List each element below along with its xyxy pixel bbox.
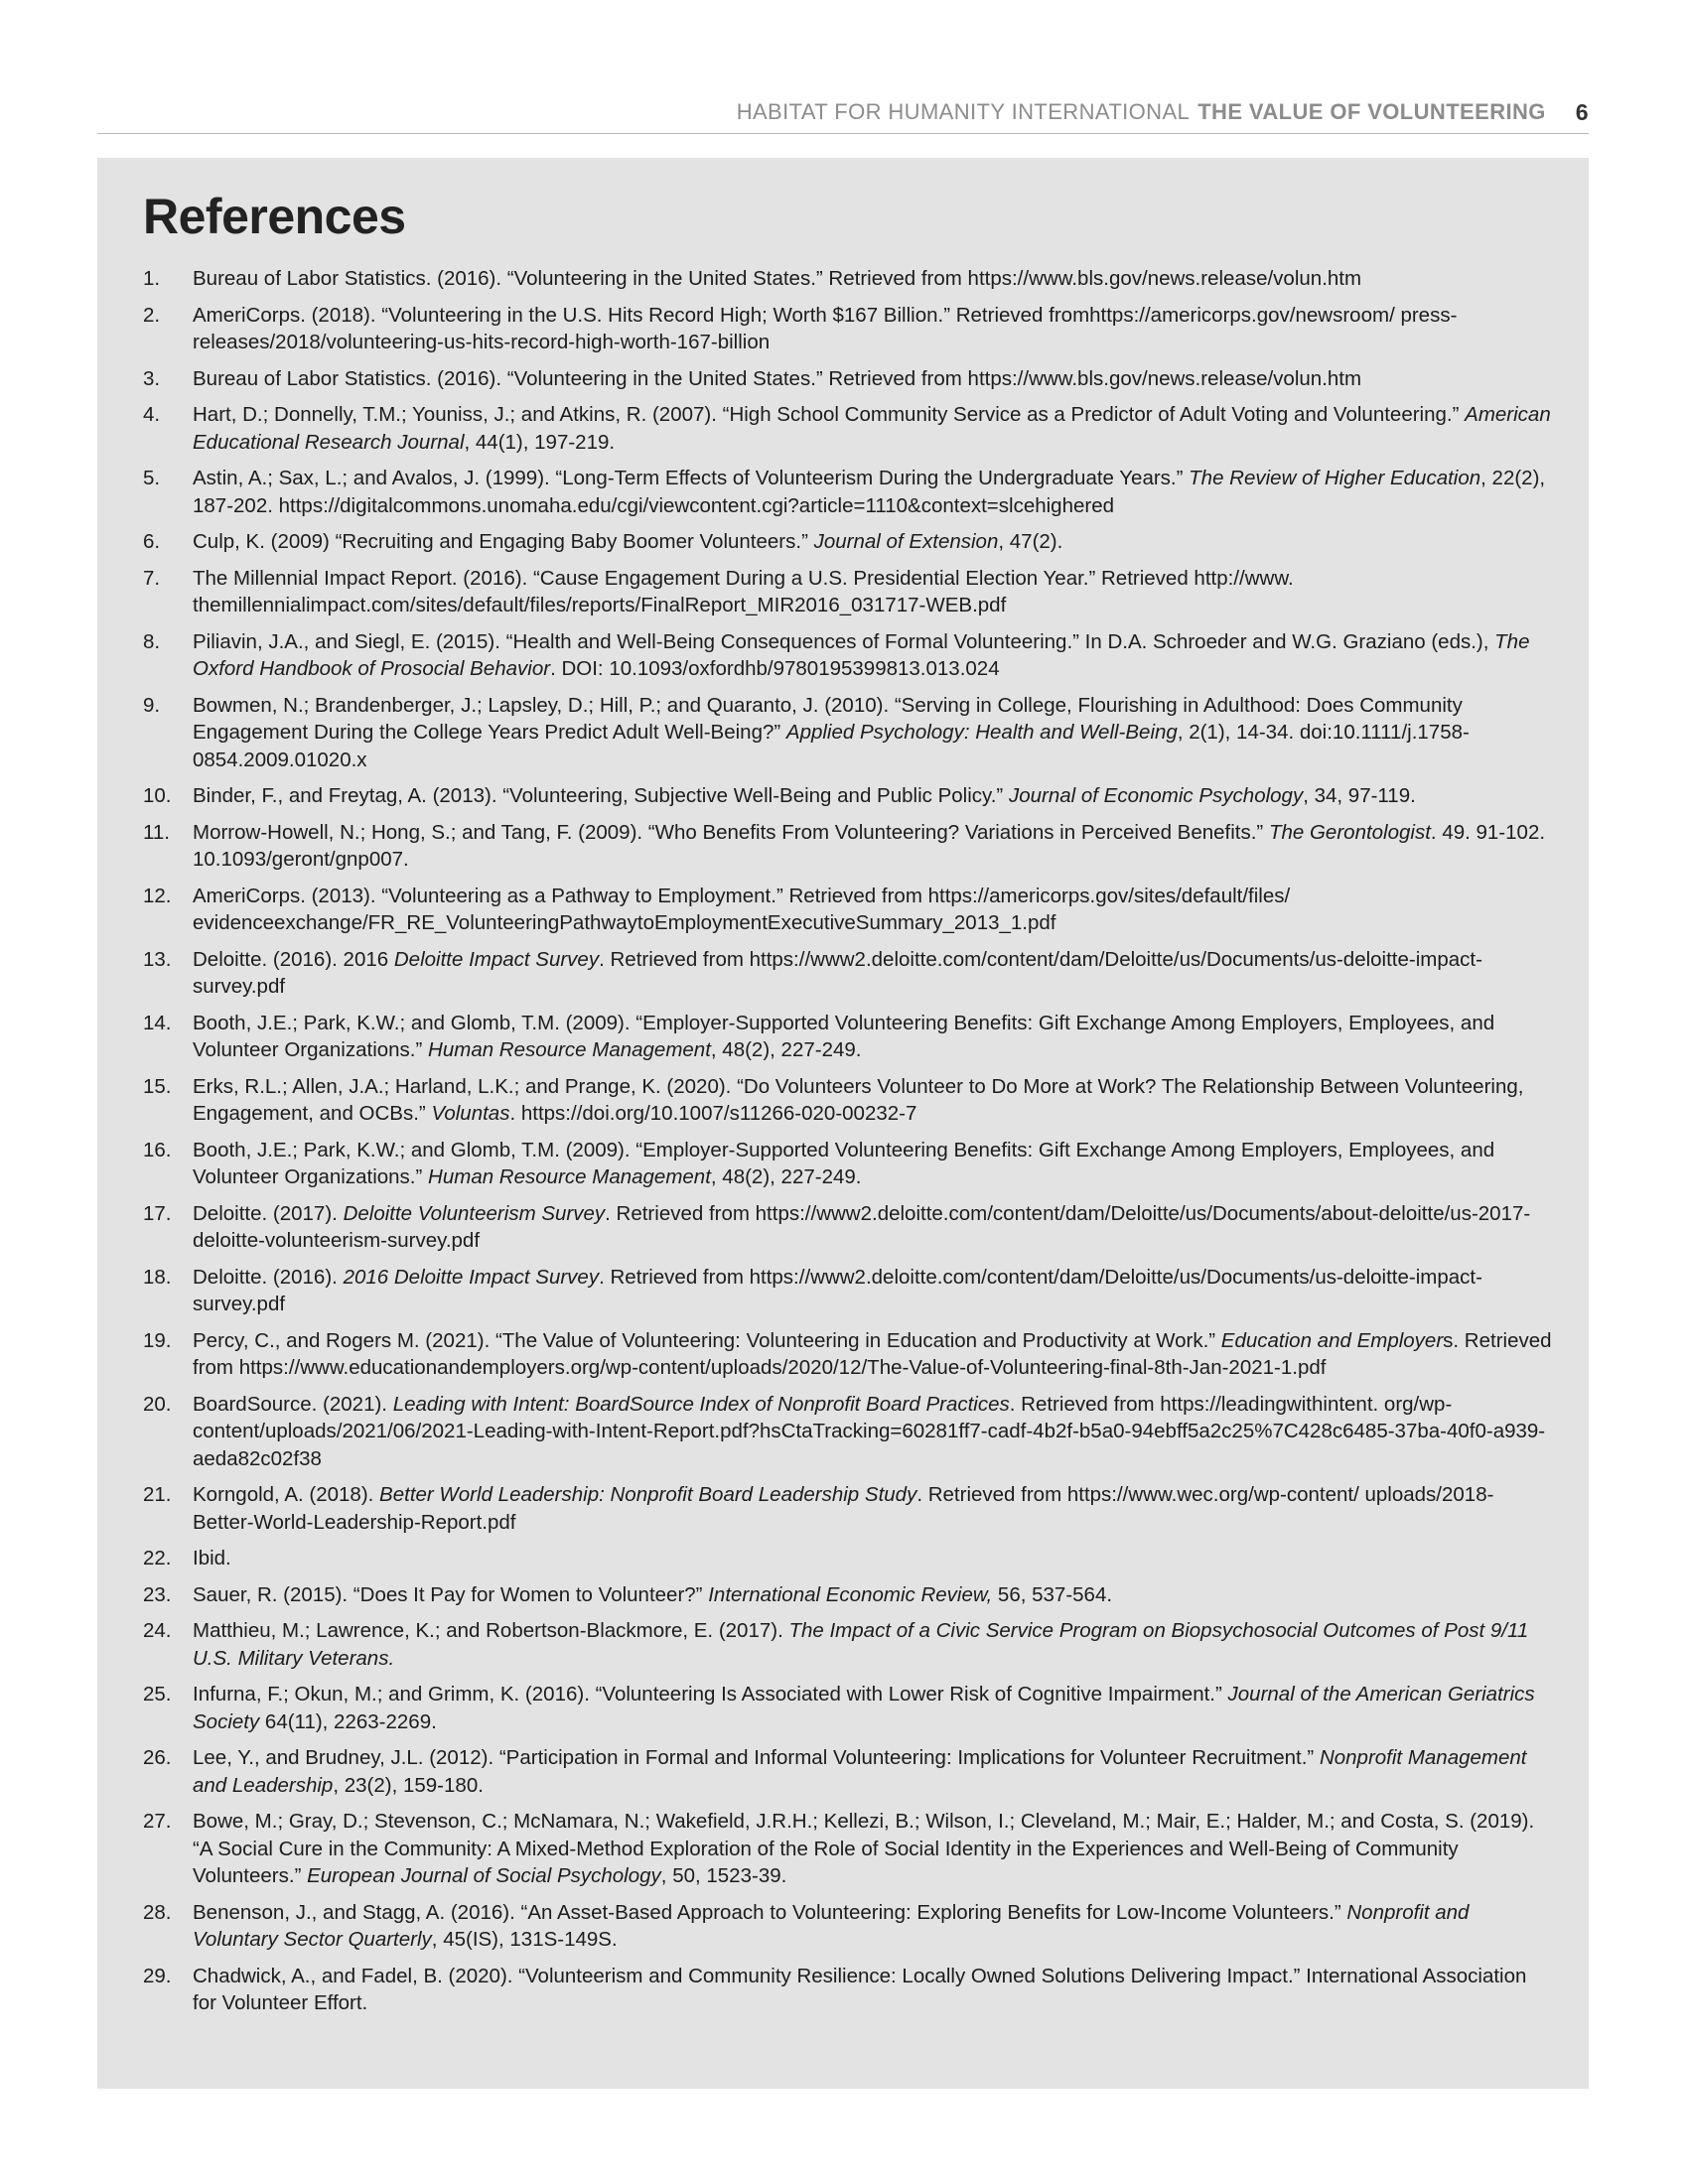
reference-text [193,1327,1553,1382]
reference-source-title: The Review of Higher Education [1189,467,1481,489]
reference-text-segment: . DOI: 10.1093/oxfordhb/9780195399813.013.024 [550,657,1000,680]
reference-item [143,1481,1553,1536]
reference-text [193,1545,1553,1572]
reference-text [193,883,1553,937]
reference-text-segment: Bureau of Labor Statistics. (2016). “Volunteering in the United States.” Retrieved from https://www.bls.gov/news.release/volun.htm [193,366,1362,390]
reference-item [143,692,1553,774]
reference-item [143,1391,1553,1473]
reference-item [143,1963,1553,2017]
reference-text [193,1391,1553,1473]
reference-text [193,1481,1553,1536]
reference-item [143,628,1553,683]
reference-number: 1. [143,267,161,290]
reference-number: 19. [143,1328,172,1352]
reference-text-segment: Benenson, J., and Stagg, A. (2016). “An Asset-Based Approach to Volunteering: Exploring Benefits for Low-Income Volunteers.” [193,1900,1347,1924]
reference-number: 24. [143,1619,172,1642]
reference-source-title: European Journal of Social Psychology [307,1864,661,1887]
reference-text-segment: Deloitte. (2016). [193,1265,344,1289]
reference-text-segment: , 45(IS), 131S-149S. [431,1928,618,1951]
reference-source-title: Nonprofit Management and Leadership [193,1746,1527,1797]
reference-text [193,528,1553,556]
header-document-title: THE VALUE OF VOLUNTEERING [1197,99,1546,124]
reference-item [143,401,1553,456]
reference-source-title: Deloitte Impact Survey [393,947,600,971]
reference-source-title: Education and Employer [1220,1328,1444,1352]
reference-number: 2. [143,303,161,327]
reference-item [143,1581,1553,1609]
reference-text [193,465,1553,519]
reference-item [143,1681,1553,1735]
reference-number: 22. [143,1547,172,1570]
reference-number: 3. [143,366,161,390]
page-number: 6 [1575,98,1589,125]
reference-source-title: The Oxford Handbook of Prosocial Behavior [193,629,1530,680]
reference-text-segment: , 44(1), 197-219. [464,430,616,454]
reference-item [143,365,1553,393]
reference-number: 25. [143,1683,172,1706]
reference-source-title: Nonprofit and Voluntary Sector Quarterly [193,1900,1470,1951]
reference-text-segment: . 49. 91-102. 10.1093/geront/gnp007. [193,820,1546,871]
reference-source-title: Journal of the American Geriatrics Society [193,1683,1535,1733]
reference-text-segment: . Retrieved from https://www2.deloitte.com/content/dam/Deloitte/us/Documents/us-deloitte-impact-survey.pdf [193,947,1482,998]
reference-text-segment: , 23(2), 159-180. [333,1773,484,1797]
reference-text-segment: Erks, R.L.; Allen, J.A.; Harland, L.K.; and Prange, K. (2020). “Do Volunteers Volunteer to Do More at Work? The Relationship Between Volunteering, Engagement, and OCBs.” [193,1074,1524,1125]
reference-item [143,1010,1553,1064]
reference-item [143,1808,1553,1890]
reference-text [193,1744,1553,1799]
reference-number: 12. [143,884,172,907]
references-heading: References [143,189,406,244]
reference-text-segment: . https://doi.org/10.1007/s11266-020-00232-7 [509,1102,917,1125]
reference-text-segment: 56, 537-564. [992,1582,1113,1606]
reference-text-segment: Sauer, R. (2015). “Does It Pay for Women to Volunteer?” [193,1582,709,1606]
reference-text [193,365,1553,393]
reference-text-segment: Astin, A.; Sax, L.; and Avalos, J. (1999). “Long-Term Effects of Volunteerism During the Undergraduate Years.” [193,467,1190,489]
reference-text-segment: , 22(2), 187-202. https://digitalcommons.unomaha.edu/cgi/viewcontent.cgi?article=1110&context=slcehighered [193,467,1546,517]
reference-source-title: Journal of Economic Psychology [1008,784,1304,807]
reference-text-segment: . Retrieved from https://www2.deloitte.com/content/dam/Deloitte/us/Documents/us-deloitte-impact-survey.pdf [193,1265,1482,1315]
reference-text-segment: Piliavin, J.A., and Siegl, E. (2015). “Health and Well-Being Consequences of Formal Volunteering.” In D.A. Schroeder and W.G. Graziano (eds.), [193,629,1495,653]
reference-number: 9. [143,693,161,717]
reference-text [193,1010,1553,1064]
reference-number: 23. [143,1582,172,1606]
reference-item [143,528,1553,556]
reference-text-segment: Bowmen, N.; Brandenberger, J.; Lapsley, D.; Hill, P.; and Quaranto, J. (2010). “Serving in College, Flourishing in Adulthood: Does Community Engagement During the College Years Predict Adult Well-Being?” [193,693,1463,744]
reference-source-title: The Impact of a Civic Service Program on Biopsychosocial Outcomes of Post 9/11 U.S. Military Veterans. [193,1619,1529,1670]
reference-text-segment: Deloitte. (2017). [193,1201,344,1225]
reference-text-segment: Ibid. [193,1547,231,1570]
reference-text-segment: . Retrieved from https://leadingwithintent. org/wp-content/uploads/2021/06/2021-Leading-with-Intent-Report.pdf?hsCtaTracking=60281ff7-cadf-4b2f-b5a0-94ebff5a2c25%7C428c6485-37ba-40f0-a939-aeda82c02f38 [193,1392,1546,1470]
reference-number: 17. [143,1201,172,1225]
reference-number: 8. [143,629,161,653]
reference-text [193,401,1553,456]
reference-text [193,628,1553,683]
reference-text-segment: AmeriCorps. (2018). “Volunteering in the U.S. Hits Record High; Worth $167 Billion.” Retrieved fromhttps://americorps.gov/newsroom/ press-releases/2018/volunteering-us-hits-record-high-worth-167-billion [193,303,1458,353]
reference-text-segment: Percy, C., and Rogers M. (2021). “The Value of Volunteering: Volunteering in Education and Productivity at Work.” [193,1328,1221,1352]
reference-number: 18. [143,1265,172,1289]
reference-source-title: Human Resource Management [428,1038,711,1061]
reference-text [193,302,1553,356]
reference-source-title: Applied Psychology: Health and Well-Being [785,721,1178,744]
reference-text-segment: Morrow-Howell, N.; Hong, S.; and Tang, F. (2009). “Who Benefits From Volunteering? Variations in Perceived Benefits.” [193,820,1269,844]
reference-item [143,883,1553,937]
reference-text-segment: Culp, K. (2009) “Recruiting and Engaging Baby Boomer Volunteers.” [193,530,814,553]
reference-text [193,782,1553,810]
reference-text [193,265,1553,293]
reference-item [143,1327,1553,1382]
reference-text-segment: , 48(2), 227-249. [710,1038,862,1061]
reference-text-segment: . Retrieved from https://www.wec.org/wp-content/ uploads/2018-Better-World-Leadership-Report.pdf [193,1483,1494,1534]
reference-number: 10. [143,784,172,807]
reference-source-title: Voluntas [431,1102,510,1125]
reference-text-segment: 64(11), 2263-2269. [259,1709,437,1733]
reference-text-segment: Booth, J.E.; Park, K.W.; and Glomb, T.M. (2009). “Employer-Supported Volunteering Benefits: Gift Exchange Among Employers, Employees, and Volunteer Organizations.” [193,1011,1495,1061]
reference-text-segment: s. Retrieved from https://www.educationandemployers.org/wp-content/uploads/2020/12/The-Value-of-Volunteering-final-8th-Jan-2021-1.pdf [193,1328,1552,1379]
reference-item [143,1264,1553,1318]
reference-number: 15. [143,1074,172,1098]
reference-text [193,1899,1553,1954]
reference-text [193,1808,1553,1890]
reference-source-title: Journal of Extension [813,530,999,553]
reference-text-segment: Binder, F., and Freytag, A. (2013). “Volunteering, Subjective Well-Being and Public Policy.” [193,784,1009,807]
reference-text-segment: The Millennial Impact Report. (2016). “Cause Engagement During a U.S. Presidential Election Year.” Retrieved http://www. themillennialimpact.com/sites/default/files/reports/FinalReport_MIR2016_031717-WEB.pdf [193,566,1294,616]
reference-text-segment: . Retrieved from https://www2.deloitte.com/content/dam/Deloitte/us/Documents/about-deloitte/us-2017-deloitte-volunteerism-survey.pdf [193,1201,1531,1252]
reference-text [193,1073,1553,1128]
reference-text [193,1264,1553,1318]
reference-item [143,819,1553,874]
reference-source-title: American Educational Research Journal [193,403,1551,454]
reference-item [143,1545,1553,1572]
reference-number: 7. [143,566,161,590]
reference-text [193,1581,1553,1609]
reference-item [143,1744,1553,1799]
reference-text-segment: Hart, D.; Donnelly, T.M.; Youniss, J.; and Atkins, R. (2007). “High School Community Service as a Predictor of Adult Voting and Volunteering.” [193,403,1466,426]
reference-source-title: The Gerontologist [1268,820,1431,844]
reference-text-segment: Chadwick, A., and Fadel, B. (2020). “Volunteerism and Community Resilience: Locally Owned Solutions Delivering Impact.” International Association for Volunteer Effort. [193,1964,1527,2014]
reference-item [143,1200,1553,1255]
reference-text [193,1681,1553,1735]
reference-text-segment: Booth, J.E.; Park, K.W.; and Glomb, T.M. (2009). “Employer-Supported Volunteering Benefits: Gift Exchange Among Employers, Employees, and Volunteer Organizations.” [193,1138,1495,1188]
reference-text-segment: , 2(1), 14-34. doi:10.1111/j.1758-0854.2009.01020.x [193,721,1470,771]
reference-text [193,565,1553,619]
reference-text-segment: Korngold, A. (2018). [193,1483,380,1506]
reference-number: 21. [143,1483,172,1506]
reference-source-title: Better World Leadership: Nonprofit Board Leadership Study [379,1483,917,1506]
reference-text-segment: Lee, Y., and Brudney, J.L. (2012). “Participation in Formal and Informal Volunteering: Implications for Volunteer Recruitment.” [193,1746,1320,1769]
reference-text-segment: BoardSource. (2021). [193,1392,393,1416]
references-panel [97,158,1589,2089]
reference-source-title: 2016 Deloitte Impact Survey [343,1265,600,1289]
reference-source-title: Leading with Intent: BoardSource Index of Nonprofit Board Practices [392,1392,1010,1416]
reference-source-title: Deloitte Volunteerism Survey [343,1201,606,1225]
reference-text [193,1617,1553,1672]
reference-number: 16. [143,1138,172,1161]
reference-number: 20. [143,1392,172,1416]
reference-text-segment: , 47(2). [998,530,1063,553]
reference-number: 4. [143,403,161,426]
page-header [97,91,1589,134]
reference-text-segment: , 50, 1523-39. [660,1864,787,1887]
reference-number: 5. [143,467,161,489]
reference-number: 29. [143,1964,172,1987]
reference-source-title: International Economic Review, [708,1582,993,1606]
reference-item [143,265,1553,293]
reference-text [193,692,1553,774]
reference-number: 14. [143,1011,172,1034]
reference-number: 28. [143,1900,172,1924]
reference-item [143,302,1553,356]
reference-item [143,565,1553,619]
reference-text [193,819,1553,874]
reference-text-segment: AmeriCorps. (2013). “Volunteering as a Pathway to Employment.” Retrieved from https://americorps.gov/sites/default/files/ evidenceexchange/FR_RE_VolunteeringPathwaytoEmploymentExecutiveSummary_2013_1.pdf [193,884,1291,934]
reference-text-segment: , 34, 97-119. [1303,784,1416,807]
reference-item [143,946,1553,1001]
reference-number: 6. [143,530,161,553]
reference-item [143,1617,1553,1672]
reference-number: 11. [143,820,170,844]
reference-text [193,946,1553,1001]
reference-text [193,1200,1553,1255]
reference-text [193,1137,1553,1191]
reference-text-segment: Matthieu, M.; Lawrence, K.; and Robertson-Blackmore, E. (2017). [193,1619,789,1642]
reference-text [193,1963,1553,2017]
reference-text-segment: Bureau of Labor Statistics. (2016). “Volunteering in the United States.” Retrieved from https://www.bls.gov/news.release/volun.htm [193,267,1362,290]
reference-number: 26. [143,1746,172,1769]
header-org-name: HABITAT FOR HUMANITY INTERNATIONAL [736,99,1191,124]
reference-text-segment: , 48(2), 227-249. [710,1165,862,1188]
reference-item [143,1073,1553,1128]
reference-list [143,265,1553,2026]
reference-number: 27. [143,1810,172,1833]
reference-text-segment: Deloitte. (2016). 2016 [193,947,394,971]
reference-text-segment: Infurna, F.; Okun, M.; and Grimm, K. (2016). “Volunteering Is Associated with Lower Risk of Cognitive Impairment.” [193,1683,1228,1706]
reference-item [143,782,1553,810]
reference-source-title: Human Resource Management [428,1165,711,1188]
reference-item [143,1899,1553,1954]
reference-item [143,1137,1553,1191]
reference-text-segment: Bowe, M.; Gray, D.; Stevenson, C.; McNamara, N.; Wakefield, J.R.H.; Kellezi, B.; Wilson, I.; Cleveland, M.; Mair, E.; Halder, M.; and Costa, S. (2019). “A Social Cure in the Community: A Mixed-Method Exploration of the Role of Social Identity in the Experiences and Well-Being of Community Volunteers.” [193,1810,1535,1887]
reference-item [143,465,1553,519]
reference-number: 13. [143,947,172,971]
